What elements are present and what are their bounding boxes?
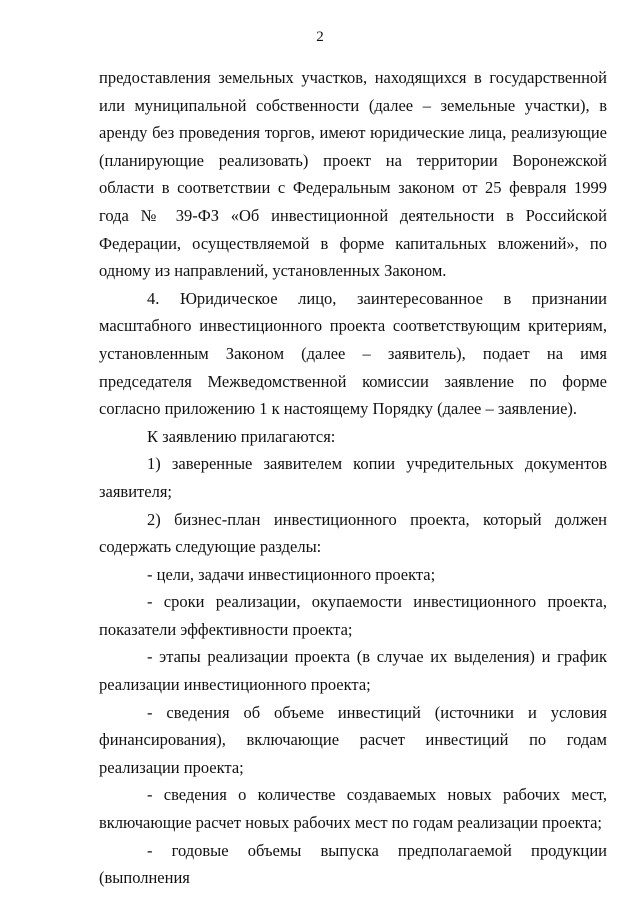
bullet-goals: - цели, задачи инвестиционного проекта;	[147, 564, 436, 584]
bullet-stages: - этапы реализации проекта (в случае их выделения) и график реализации инвестиционного проекта;	[99, 647, 607, 695]
paragraph-attachments-intro: К заявлению прилагаются:	[147, 426, 336, 446]
paragraph-land-plots: предоставления земельных участков, находящихся в государственной или муниципальной собственности (далее – земельные участки), в аренду без проведения торгов, имеют юридические лица, реализующие (планирующие реализовать) проект на территории Воронежской области в соответствии с Федеральным законом от 25 февраля 1999 года № 39-ФЗ «Об инвестиционной деятельности в Российской Федерации, осуществляемой в форме капитальных вложений», по одному из направлений, установленных Законом.	[99, 68, 607, 281]
bullet-annual-output: - годовые объемы выпуска предполагаемой продукции (выполнения	[99, 840, 607, 888]
bullet-new-jobs: - сведения о количестве создаваемых новых рабочих мест, включающие расчет новых рабочих мест по годам реализации проекта;	[99, 785, 607, 833]
list-item-2: 2) бизнес-план инвестиционного проекта, который должен содержать следующие разделы:	[99, 509, 607, 557]
bullet-timelines: - сроки реализации, окупаемости инвестиционного проекта, показатели эффективности проекта;	[99, 592, 607, 639]
paragraph-item-4: 4. Юридическое лицо, заинтересованное в признании масштабного инвестиционного проекта соответствующим критериям, установленным Законом (далее – заявитель), подает на имя председателя Межведомственной комиссии заявление по форме согласно приложению 1 к настоящему Порядку (далее – заявление).	[99, 288, 607, 419]
document-body	[99, 64, 607, 892]
page-number: 2	[316, 29, 324, 45]
bullet-investment-volume: - сведения об объеме инвестиций (источники и условия финансирования), включающие расчет инвестиций по годам реализации проекта;	[99, 702, 607, 777]
list-item-1: 1) заверенные заявителем копии учредительных документов заявителя;	[99, 454, 607, 501]
